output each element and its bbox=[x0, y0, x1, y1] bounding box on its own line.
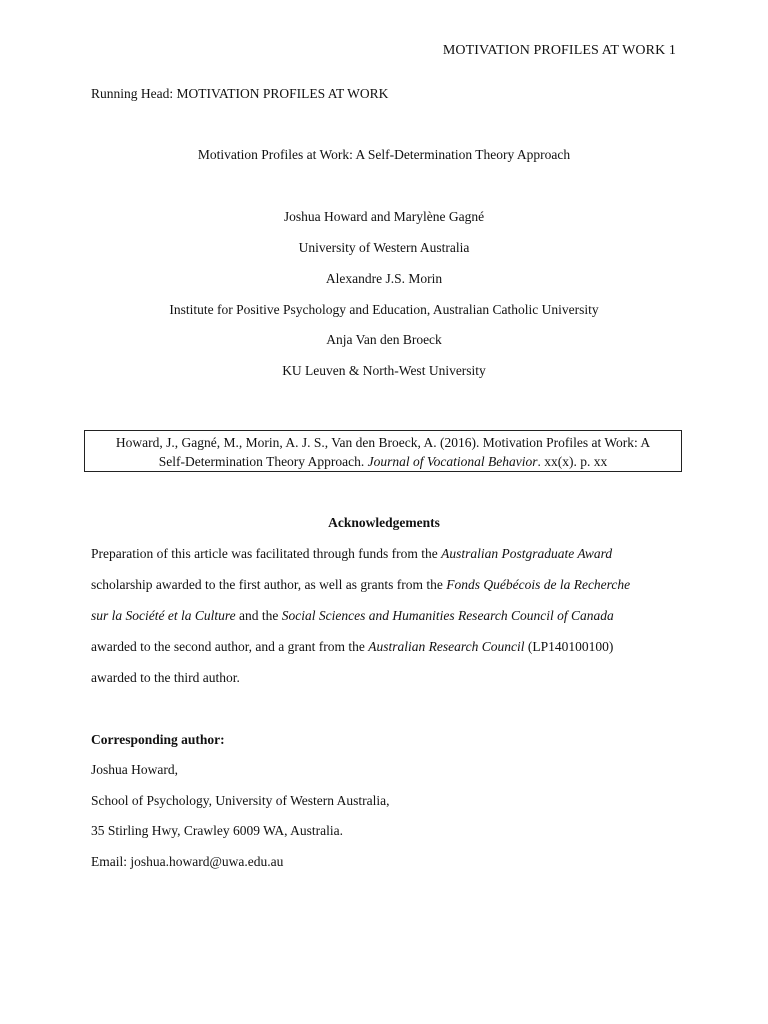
citation-line-2 bbox=[85, 452, 681, 471]
author-line-3: Anja Van den Broeck bbox=[326, 332, 442, 347]
acknowledgements-heading: Acknowledgements bbox=[328, 515, 440, 530]
citation-box bbox=[84, 430, 682, 472]
ack-funder-italic: sur la Société et la Culture bbox=[91, 608, 236, 623]
affiliation-line-3: KU Leuven & North-West University bbox=[282, 363, 486, 378]
affiliation-line-2: Institute for Positive Psychology and Education, Australian Catholic University bbox=[169, 302, 599, 317]
paper-title: Motivation Profiles at Work: A Self-Determination Theory Approach bbox=[197, 147, 571, 162]
citation-line-1: Howard, J., Gagné, M., Morin, A. J. S., Van den Broeck, A. (2016). Motivation Profiles at Work: A bbox=[115, 435, 651, 450]
ack-line-3 bbox=[91, 608, 614, 624]
ack-funder-italic: Australian Research Council bbox=[368, 639, 525, 654]
citation-journal: Journal of Vocational Behavior bbox=[367, 454, 538, 469]
corresponding-heading: Corresponding author: bbox=[91, 732, 225, 747]
ack-text: (LP140100100) bbox=[524, 639, 614, 654]
ack-line-2 bbox=[91, 577, 630, 593]
running-head: Running Head: MOTIVATION PROFILES AT WORK bbox=[91, 86, 389, 101]
author-line-1: Joshua Howard and Marylène Gagné bbox=[283, 209, 485, 224]
corresponding-email: Email: joshua.howard@uwa.edu.au bbox=[91, 854, 284, 869]
ack-line-5: awarded to the third author. bbox=[91, 670, 240, 685]
ack-text: awarded to the second author, and a grant from the bbox=[91, 639, 369, 654]
ack-text: scholarship awarded to the first author, as well as grants from the bbox=[91, 577, 447, 592]
corresponding-name: Joshua Howard, bbox=[91, 762, 178, 777]
ack-funder-italic: Social Sciences and Humanities Research Council of Canada bbox=[281, 608, 614, 623]
page-header: MOTIVATION PROFILES AT WORK 1 bbox=[442, 43, 676, 58]
citation-prefix: Self-Determination Theory Approach. bbox=[158, 454, 368, 469]
affiliation-line-1: University of Western Australia bbox=[298, 240, 470, 255]
citation-suffix: . xx(x). p. xx bbox=[537, 454, 608, 469]
corresponding-department: School of Psychology, University of Western Australia, bbox=[91, 793, 390, 808]
ack-line-4 bbox=[91, 639, 613, 655]
author-line-2: Alexandre J.S. Morin bbox=[325, 271, 443, 286]
ack-text: Preparation of this article was facilitated through funds from the bbox=[91, 546, 442, 561]
ack-funder-italic: Fonds Québécois de la Recherche bbox=[446, 577, 631, 592]
corresponding-address: 35 Stirling Hwy, Crawley 6009 WA, Australia. bbox=[91, 823, 343, 838]
ack-funder-italic: Australian Postgraduate Award bbox=[441, 546, 613, 561]
ack-text: and the bbox=[235, 608, 282, 623]
ack-line-1 bbox=[91, 546, 612, 562]
